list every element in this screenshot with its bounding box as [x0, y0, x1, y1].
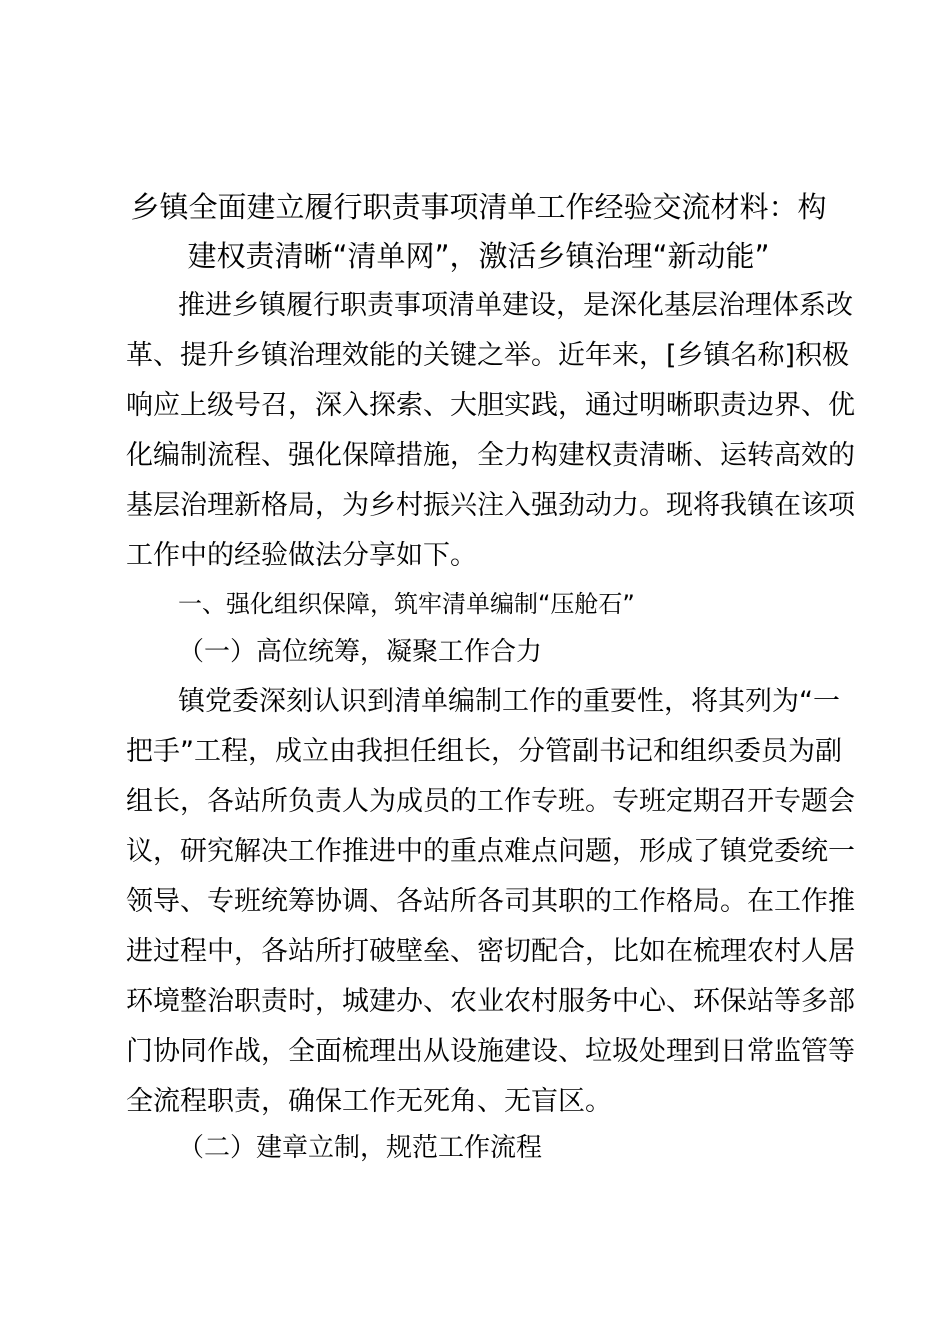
paragraph-line: 把手”工程，成立由我担任组长，分管副书记和组织委员为副	[126, 736, 842, 767]
paragraph-line: 革、提升乡镇治理效能的关键之举。近年来，[乡镇名称]积极	[126, 340, 850, 371]
paragraph-line: 组长，各站所负责人为成员的工作专班。专班定期召开专题会	[126, 786, 855, 817]
document-title-line-2: 建权责清晰“清单网”，激活乡镇治理“新动能”	[187, 239, 770, 273]
intro-paragraph	[126, 281, 855, 581]
subsection-heading-2: （二）建章立制，规范工作流程	[178, 1133, 543, 1163]
paragraph-line: 工作中的经验做法分享如下。	[126, 540, 477, 571]
paragraph-line: 进过程中，各站所打破壁垒、密切配合，比如在梳理农村人居	[126, 936, 855, 967]
document-title-line-1: 乡镇全面建立履行职责事项清单工作经验交流材料：构	[130, 190, 827, 224]
paragraph-line: 环境整治职责时，城建办、农业农村服务中心、环保站等多部	[126, 986, 855, 1017]
subsection-heading-1: （一）高位统筹，凝聚工作合力	[178, 637, 543, 667]
paragraph-line: 门协同作战，全面梳理出从设施建设、垃圾处理到日常监管等	[126, 1036, 855, 1067]
paragraph-line: 镇党委深刻认识到清单编制工作的重要性，将其列为“一	[178, 686, 840, 717]
paragraph-line: 基层治理新格局，为乡村振兴注入强劲动力。现将我镇在该项	[126, 490, 855, 521]
paragraph-line: 化编制流程、强化保障措施，全力构建权责清晰、运转高效的	[126, 440, 855, 471]
paragraph-line: 全流程职责，确保工作无死角、无盲区。	[126, 1086, 612, 1117]
section-heading-1: 一、强化组织保障，筑牢清单编制“压舱石”	[178, 590, 635, 618]
paragraph-1	[126, 677, 855, 1127]
paragraph-line: 议，研究解决工作推进中的重点难点问题，形成了镇党委统一	[126, 836, 855, 867]
paragraph-line: 响应上级号召，深入探索、大胆实践，通过明晰职责边界、优	[126, 390, 855, 421]
paragraph-line: 领导、专班统筹协调、各站所各司其职的工作格局。在工作推	[126, 886, 855, 917]
paragraph-line: 推进乡镇履行职责事项清单建设，是深化基层治理体系改	[178, 290, 853, 321]
